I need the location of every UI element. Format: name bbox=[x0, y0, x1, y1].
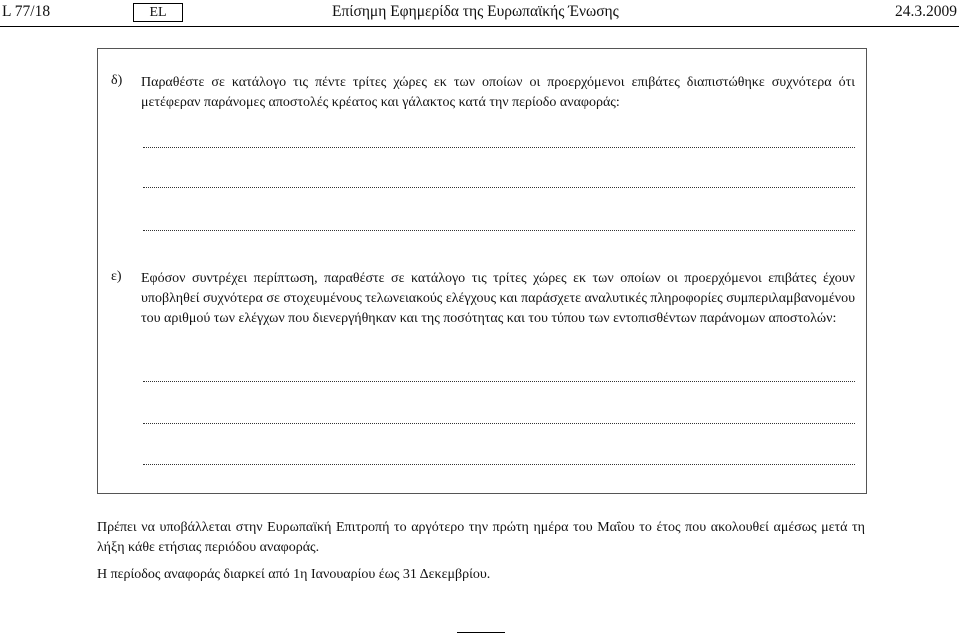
item-e-answer-line[interactable] bbox=[143, 381, 855, 382]
item-d-question: Παραθέστε σε κατάλογο τις πέντε τρίτες χώρες εκ των οποίων οι προερχόμενοι επιβάτες διαπιστώθηκε συχνότερα ότι μετέφεραν παράνομες αποστολές κρέατος και γάλακτος κατά την περίοδο αναφοράς: bbox=[141, 75, 855, 110]
reporting-period-note: Η περίοδος αναφοράς διαρκεί από 1η Ιανουαρίου έως 31 Δεκεμβρίου. bbox=[97, 567, 491, 582]
submission-note: Πρέπει να υποβάλλεται στην Ευρωπαϊκή Επιτροπή το αργότερο την πρώτη ημέρα του Μαΐου το έτος που ακολουθεί αμέσως μετά τη λήξη κάθε ετήσιας περιόδου αναφοράς. bbox=[97, 520, 865, 555]
page-reference: L 77/18 bbox=[2, 3, 51, 20]
footer-rule bbox=[457, 632, 505, 633]
item-d-letter: δ) bbox=[111, 73, 123, 88]
item-e-answer-line[interactable] bbox=[143, 423, 855, 424]
item-d-answer-line[interactable] bbox=[143, 187, 855, 188]
questionnaire-box bbox=[97, 48, 867, 494]
item-d-answer-line[interactable] bbox=[143, 230, 855, 231]
item-e-answer-line[interactable] bbox=[143, 464, 855, 465]
language-code-box: EL bbox=[133, 3, 183, 22]
journal-title: Επίσημη Εφημερίδα της Ευρωπαϊκής Ένωσης bbox=[332, 3, 619, 20]
item-e-letter: ε) bbox=[111, 269, 122, 284]
item-d-answer-line[interactable] bbox=[143, 147, 855, 148]
page-header bbox=[0, 0, 959, 27]
item-e-question: Εφόσον συντρέχει περίπτωση, παραθέστε σε κατάλογο τις τρίτες χώρες εκ των οποίων οι προερχόμενοι επιβάτες έχουν υποβληθεί συχνότερα σε στοχευμένους τελωνειακούς ελέγχους και παράσχετε αναλυτικές πληροφορίες συμπεριλαμβανομένου του αριθμού των ελέγχων που διενεργήθηκαν και της ποσότητας και του τύπου των εντοπισθέντων παράνομων αποστολών: bbox=[141, 271, 855, 326]
publication-date: 24.3.2009 bbox=[895, 3, 957, 20]
